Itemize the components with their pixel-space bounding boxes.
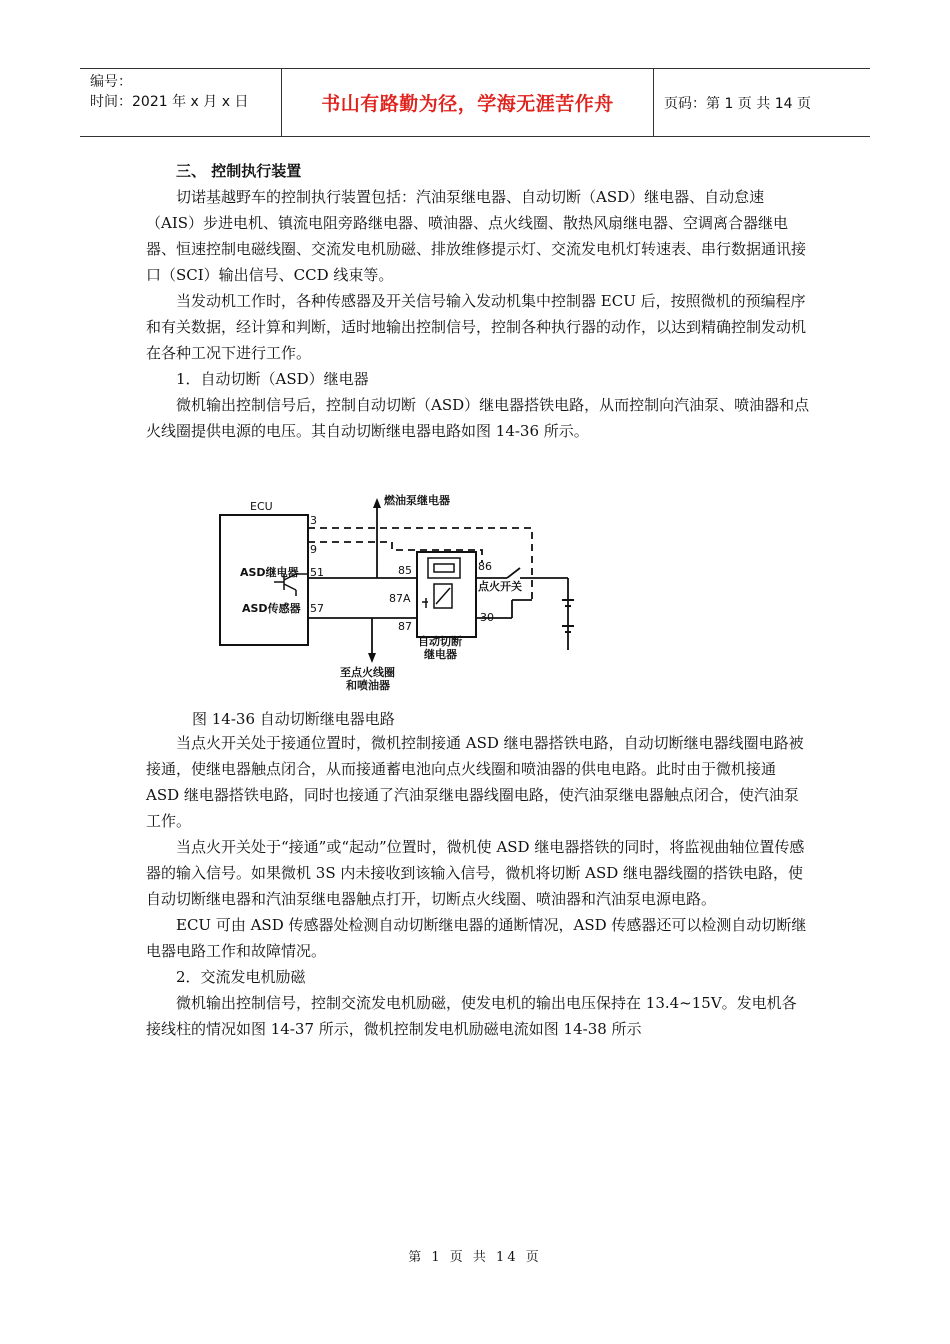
to-ignition-line1: 至点火线圈 <box>340 666 395 679</box>
to-ignition-line2: 和喷油器 <box>346 679 390 692</box>
header-meta <box>80 69 282 136</box>
asd-relay-circuit-diagram <box>212 490 592 695</box>
relay-caption-line2: 继电器 <box>424 648 457 661</box>
document-code-label: 编号： <box>90 74 132 90</box>
header-page-info: 页码：第 1 页 共 14 页 <box>664 95 811 112</box>
ecu-label: ECU <box>250 500 273 513</box>
arrow-up-fuel-pump <box>373 498 381 508</box>
paragraph: 当发动机工作时，各种传感器及开关信号输入发动机集中控制器 ECU 后，按照微机的预编程序和有关数据，经计算和判断，适时地输出控制信号，控制各种执行器的动作，以达到精确控制发动机在各种工况下进行工作。 <box>146 292 807 362</box>
section-heading: 三、 控制执行装置 <box>176 162 302 180</box>
paragraph: 微机输出控制信号后，控制自动切断（ASD）继电器搭铁电路，从而控制向汽油泵、喷油器和点火线圈提供电源的电压。其自动切断继电器电路如图 14-36 所示。 <box>146 396 810 440</box>
section-body-continued <box>146 730 810 1042</box>
section-body <box>146 158 810 444</box>
document-header <box>80 68 870 137</box>
figure-caption: 图 14-36 自动切断继电器电路 <box>192 710 395 728</box>
header-motto: 书山有路勤为径，学海无涯苦作舟 <box>321 93 614 115</box>
subheading: 2．交流发电机励磁 <box>176 968 306 986</box>
terminal-87-label: 87 <box>398 620 412 633</box>
relay-caption-line1: 自动切断 <box>418 635 462 648</box>
header-motto-cell <box>282 69 654 136</box>
ignition-switch-label: 点火开关 <box>478 580 522 593</box>
header-page-info-cell <box>654 69 870 136</box>
paragraph: 切诺基越野车的控制执行装置包括：汽油泵继电器、自动切断（ASD）继电器、自动怠速（AIS）步进电机、镇流电阻旁路继电器、喷油器、点火线圈、散热风扇继电器、空调离合器继电器、恒速控制电磁线圈、交流发电机励磁、排放维修提示灯、交流发电机灯转速表、串行数据通讯接口（SCI）输出信号、CCD 线束等。 <box>146 188 807 284</box>
paragraph: 微机输出控制信号，控制交流发电机励磁，使发电机的输出电压保持在 13.4~15V。发电机各接线柱的情况如图 14-37 所示，微机控制发电机励磁电流如图 14-38 所示 <box>146 994 797 1038</box>
subheading: 1．自动切断（ASD）继电器 <box>176 370 369 388</box>
terminal-30-label: 30 <box>480 611 494 624</box>
pin-51-label: 51 <box>310 566 324 579</box>
asd-sensor-label: ASD传感器 <box>242 602 301 615</box>
pin-57-label: 57 <box>310 602 324 615</box>
page-footer: 第 1 页 共 14 页 <box>408 1250 542 1265</box>
pin-3-label: 3 <box>310 514 317 527</box>
arrow-down-ignition <box>368 653 376 663</box>
paragraph: 当点火开关处于“接通”或“起动”位置时，微机使 ASD 继电器搭铁的同时，将监视曲轴位置传感器的输入信号。如果微机 3S 内未接收到该输入信号，微机将切断 ASD 继电器线圈的搭铁电路，使自动切断继电器和汽油泵继电器触点打开，切断点火线圈、喷油器和汽油泵电源电路。 <box>146 838 805 908</box>
ecu-box <box>220 515 308 645</box>
pin-9-label: 9 <box>310 543 317 556</box>
fuel-pump-relay-label: 燃油泵继电器 <box>384 494 450 507</box>
terminal-86-label: 86 <box>478 560 492 573</box>
terminal-85-label: 85 <box>398 564 412 577</box>
paragraph: ECU 可由 ASD 传感器处检测自动切断继电器的通断情况，ASD 传感器还可以检测自动切断继电器电路工作和故障情况。 <box>146 916 807 960</box>
paragraph: 当点火开关处于接通位置时，微机控制接通 ASD 继电器搭铁电路，自动切断继电器线圈电路被接通，使继电器触点闭合，从而接通蓄电池向点火线圈和喷油器的供电电路。此时由于微机接通 ASD 继电器搭铁电路，同时也接通了汽油泵继电器线圈电路，使汽油泵继电器触点闭合，使汽油泵工作。 <box>146 734 804 830</box>
document-date: 时间：2021 年 x 月 x 日 <box>90 94 249 110</box>
solid-wires <box>308 508 568 655</box>
terminal-87a-label: 87A <box>389 592 411 605</box>
asd-relay-label: ASD继电器 <box>240 566 299 579</box>
